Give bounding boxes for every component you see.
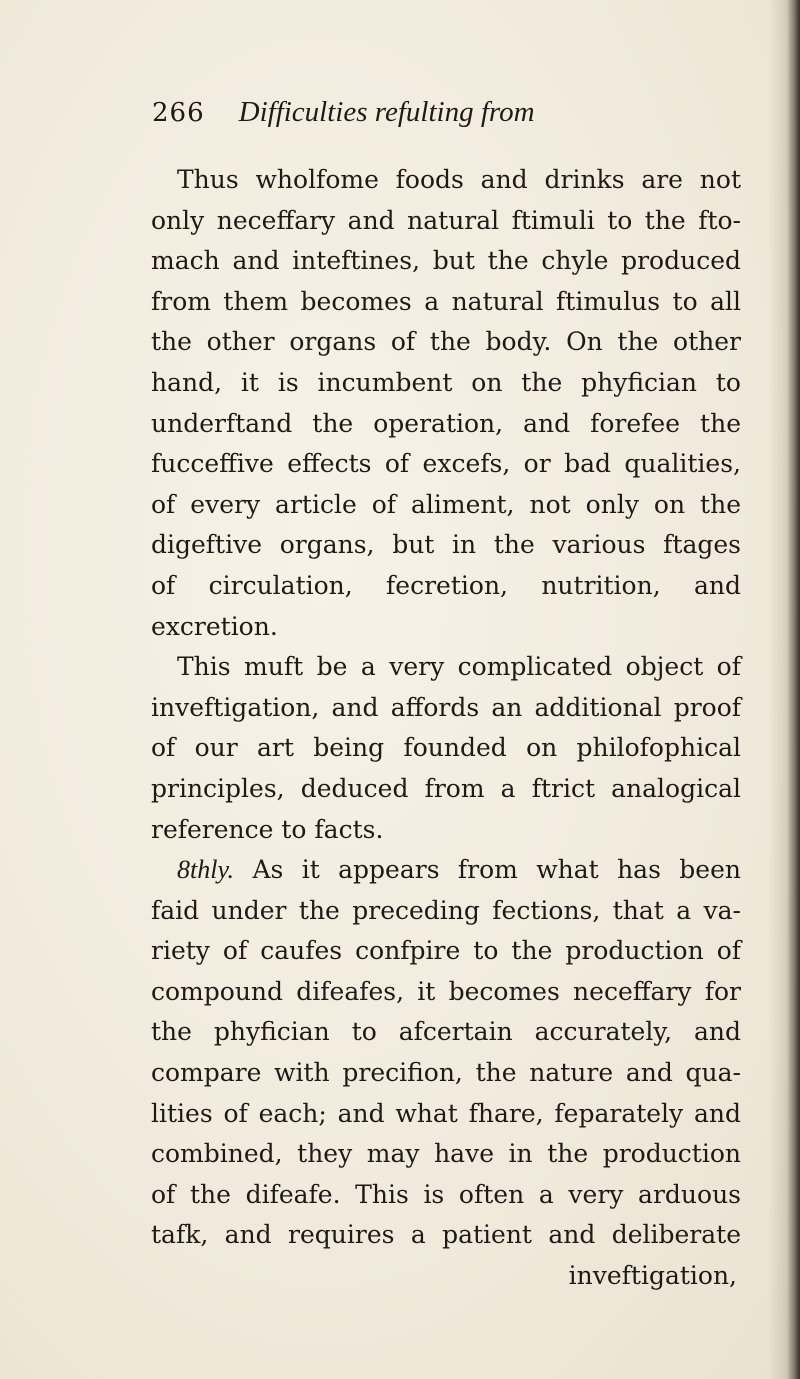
text-line: compare with precifion, the nature and qua- [151, 1058, 741, 1088]
text-line: tafk, and requires a patient and deliberate [151, 1220, 741, 1250]
text-line: underftand the operation, and forefee the [151, 408, 741, 438]
text-line: inveftigation, and affords an additional proof [151, 692, 741, 722]
text-line: reference to facts. [151, 814, 384, 844]
text-line: the phyfician to afcertain accurately, and [151, 1017, 741, 1047]
text-line: of our art being founded on philofophical [151, 733, 741, 763]
text-line: compound difeafes, it becomes neceffary for [151, 976, 741, 1006]
text-line: the other organs of the body. On the other [151, 327, 741, 357]
running-head: Difficulties refulting from [238, 96, 535, 128]
text-line: faid under the preceding fections, that a va- [151, 895, 741, 925]
page-header [152, 96, 535, 136]
text-line: of the difeafe. This is often a very arduous [151, 1179, 741, 1209]
text-line: 8thly. As it appears from what has been [177, 855, 741, 885]
text-line: mach and inteftines, but the chyle produced [151, 246, 741, 276]
text-line: only neceffary and natural ftimuli to the fto- [151, 205, 741, 235]
page-edge-shadow [786, 0, 800, 1379]
text-line: principles, deduced from a ftrict analogical [151, 773, 741, 803]
page-number: 266 [152, 98, 205, 128]
catchword: inveftigation, [568, 1261, 737, 1291]
text-line: from them becomes a natural ftimulus to all [151, 286, 741, 316]
text-line: fucceffive effects of excefs, or bad qualities, [151, 449, 741, 479]
text-line: excretion. [151, 611, 278, 641]
text-line: combined, they may have in the production [151, 1139, 741, 1169]
body-text [151, 160, 741, 1297]
text-line: hand, it is incumbent on the phyfician to [151, 367, 741, 397]
section-ordinal: 8thly. [177, 855, 235, 885]
text-line: of circulation, fecretion, nutrition, and [151, 570, 741, 600]
text-line: lities of each; and what fhare, feparately and [151, 1098, 741, 1128]
text-line: This muft be a very complicated object of [177, 652, 741, 682]
text-line: of every article of aliment, not only on the [151, 489, 741, 519]
text-line: Thus wholfome foods and drinks are not [177, 165, 741, 194]
text-line: digeftive organs, but in the various ftages [151, 530, 741, 560]
text-line: riety of caufes confpire to the production of [151, 936, 741, 966]
